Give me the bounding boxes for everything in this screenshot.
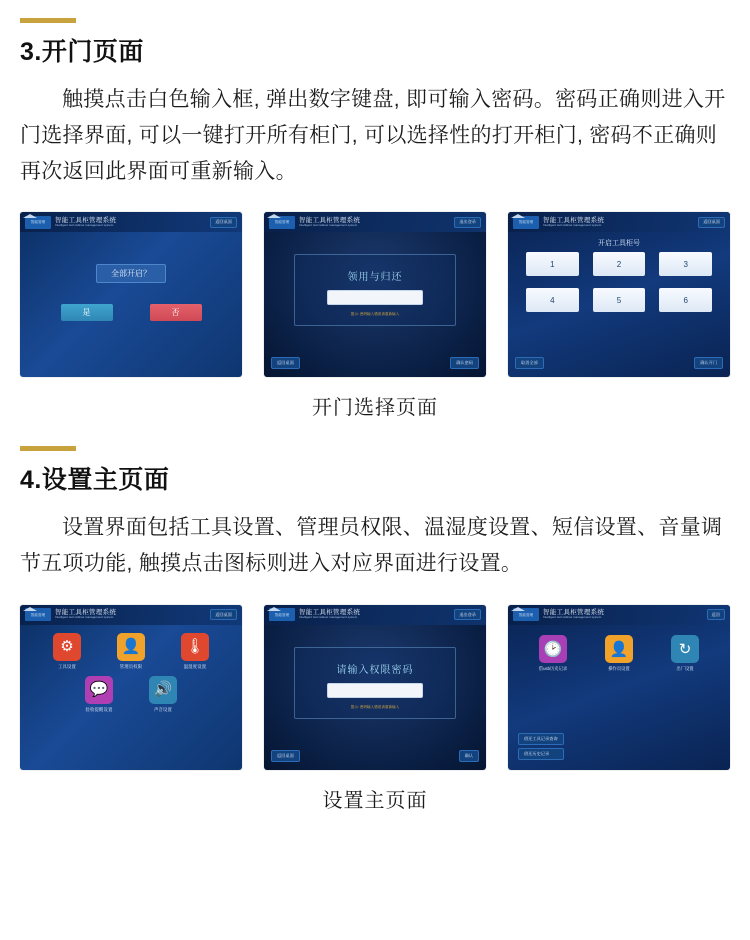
screenshot-strip-open-door	[0, 212, 750, 377]
records-item-factory-reset[interactable]	[662, 635, 708, 672]
settings-item-volume[interactable]	[142, 676, 184, 713]
confirm-no-button[interactable]: 否	[150, 304, 202, 321]
screen-body	[508, 232, 730, 377]
device-title-en: Intelligent tool cabinet management system	[55, 615, 114, 620]
locker-grid-title: 开启工具柜号	[598, 240, 640, 248]
device-title-block	[299, 609, 360, 620]
settings-item-label: 验收提醒设置	[85, 706, 113, 712]
locker-cell[interactable]: 1	[526, 252, 579, 276]
section-rule	[20, 446, 76, 451]
screen-body	[264, 625, 486, 770]
logout-button[interactable]: 退出登录	[454, 609, 481, 620]
roof-icon	[511, 607, 525, 611]
back-to-desktop-button[interactable]: 返回桌面	[210, 217, 237, 228]
back-to-desktop-button[interactable]: 返回桌面	[210, 609, 237, 620]
brand-logo	[25, 608, 51, 621]
records-item-label: 操作员设置	[608, 665, 630, 671]
roof-icon	[267, 214, 281, 218]
roof-icon	[511, 214, 525, 218]
records-item-operator[interactable]	[596, 635, 642, 672]
gear-icon: ⚙	[53, 633, 81, 661]
confirm-open-button[interactable]: 确认开门	[694, 357, 723, 369]
cancel-all-button[interactable]: 取消全部	[515, 357, 544, 369]
logo-label: 智能管理	[518, 611, 534, 617]
person-icon: 👤	[117, 633, 145, 661]
user-icon: 👤	[605, 635, 633, 663]
device-header	[508, 212, 730, 232]
records-button-group	[518, 733, 564, 760]
caption-settings: 设置主页面	[322, 789, 428, 812]
page-title: 3.开门页面	[20, 38, 144, 66]
device-title-block	[543, 217, 604, 228]
section-body-text: 触摸点击白色输入框, 弹出数字键盘, 即可输入密码。密码正确则进入开门选择界面, 可以一键打开所有柜门, 可以选择性的打开柜门, 密码不正确则再次返回此界面可重新输入。	[20, 88, 726, 184]
caption-open-door: 开门选择页面	[312, 397, 438, 420]
device-title-block	[299, 217, 360, 228]
confirm-password-button[interactable]: 确认密码	[450, 357, 479, 369]
brand-logo	[513, 608, 539, 621]
page-title: 4.设置主页面	[20, 466, 170, 495]
screen-settings-main	[20, 605, 242, 770]
device-title-block	[55, 609, 116, 620]
clock-icon: 🕑	[539, 635, 567, 663]
brand-logo	[25, 216, 51, 229]
device-title-cn: 智能工具柜管理系统	[543, 216, 605, 224]
roof-icon	[23, 607, 37, 611]
settings-item-label: 温湿度设置	[183, 663, 207, 669]
screenshot-strip-settings	[0, 605, 750, 770]
device-title-en: Intelligent tool cabinet management system	[543, 615, 602, 620]
screen-body	[20, 232, 242, 377]
settings-item-label: 声音设置	[154, 706, 172, 712]
back-to-desktop-button[interactable]: 返回桌面	[271, 357, 300, 369]
back-button[interactable]: 返回	[707, 609, 725, 620]
records-item-history[interactable]	[530, 635, 576, 672]
confirm-yes-button[interactable]: 是	[61, 304, 113, 321]
device-title-en: Intelligent tool cabinet management system	[299, 615, 358, 620]
logo-label: 智能管理	[30, 611, 46, 617]
sms-icon: 💬	[85, 676, 113, 704]
screen-body	[264, 232, 486, 377]
settings-icon-row-1	[20, 633, 242, 670]
thermometer-icon: 🌡	[181, 633, 209, 661]
roof-icon	[267, 607, 281, 611]
password-input[interactable]	[327, 683, 423, 698]
device-title-en: Intelligent tool cabinet management system	[299, 223, 358, 228]
exit-icon: ↻	[671, 635, 699, 663]
screen-body	[508, 625, 730, 770]
device-title-cn: 智能工具柜管理系统	[55, 216, 117, 224]
settings-item-label: 工具设置	[58, 663, 76, 669]
password-panel-title: 请输入权限密码	[336, 664, 414, 676]
screen-locker-select	[508, 212, 730, 377]
locker-cell[interactable]: 6	[659, 288, 712, 312]
settings-item-temp-humidity[interactable]	[174, 633, 216, 670]
locker-grid	[526, 252, 712, 312]
device-title-cn: 智能工具柜管理系统	[299, 608, 361, 616]
volume-icon: 🔊	[149, 676, 177, 704]
section-rule	[20, 18, 76, 23]
device-header	[508, 605, 730, 625]
settings-icon-row-2	[20, 676, 242, 713]
device-header	[264, 212, 486, 232]
locker-cell[interactable]: 5	[593, 288, 646, 312]
back-button[interactable]: 返回桌面	[698, 217, 725, 228]
locker-cell[interactable]: 3	[659, 252, 712, 276]
screen-confirm-open-all	[20, 212, 242, 377]
locker-cell[interactable]: 4	[526, 288, 579, 312]
records-history-button[interactable]: 借还历史记录	[518, 748, 564, 760]
section-open-door	[0, 0, 750, 190]
device-header	[20, 212, 242, 232]
logo-label: 智能管理	[30, 219, 46, 225]
password-hint: 提示: 密码输入错误请重新输入	[350, 704, 400, 709]
settings-item-label: 管理员权限	[119, 663, 143, 669]
locker-cell[interactable]: 2	[593, 252, 646, 276]
logo-label: 智能管理	[274, 611, 290, 617]
password-hint: 提示: 密码输入错误请重新输入	[350, 312, 400, 317]
device-header	[264, 605, 486, 625]
device-title-block	[55, 217, 116, 228]
logo-label: 智能管理	[274, 219, 290, 225]
password-panel-title: 领用与归还	[347, 272, 403, 284]
password-input[interactable]	[327, 290, 423, 305]
section-body-text: 设置界面包括工具设置、管理员权限、温湿度设置、短信设置、音量调节五项功能, 触摸点击图标则进入对应界面进行设置。	[20, 516, 723, 576]
brand-logo	[269, 608, 295, 621]
records-item-label: 出厂设置	[676, 665, 694, 671]
screen-body	[20, 625, 242, 770]
settings-icon-grid	[20, 633, 242, 719]
device-title-cn: 智能工具柜管理系统	[543, 608, 605, 616]
records-icon-row	[508, 635, 730, 672]
device-title-cn: 智能工具柜管理系统	[55, 608, 117, 616]
brand-logo	[513, 216, 539, 229]
screen-records	[508, 605, 730, 770]
records-item-label: 借usb历史记录	[538, 665, 568, 671]
section-settings	[0, 446, 750, 582]
confirm-question: 全部开启？	[96, 264, 166, 283]
device-title-en: Intelligent tool cabinet management system	[55, 223, 114, 228]
device-title-cn: 智能工具柜管理系统	[299, 216, 361, 224]
device-header	[20, 605, 242, 625]
logo-label: 智能管理	[518, 219, 534, 225]
confirm-button[interactable]: 确认	[459, 750, 479, 762]
records-query-button[interactable]: 借还工具记录查询	[518, 733, 564, 745]
confirm-button-row	[20, 304, 242, 321]
roof-icon	[23, 214, 37, 218]
device-title-block	[543, 609, 604, 620]
brand-logo	[269, 216, 295, 229]
screen-admin-password	[264, 605, 486, 770]
back-to-desktop-button[interactable]: 返回桌面	[271, 750, 300, 762]
settings-item-admin[interactable]	[110, 633, 152, 670]
settings-item-tools[interactable]	[46, 633, 88, 670]
device-title-en: Intelligent tool cabinet management system	[543, 223, 602, 228]
logout-button[interactable]: 退出登录	[454, 217, 481, 228]
settings-item-sms[interactable]	[78, 676, 120, 713]
screen-borrow-return-password	[264, 212, 486, 377]
